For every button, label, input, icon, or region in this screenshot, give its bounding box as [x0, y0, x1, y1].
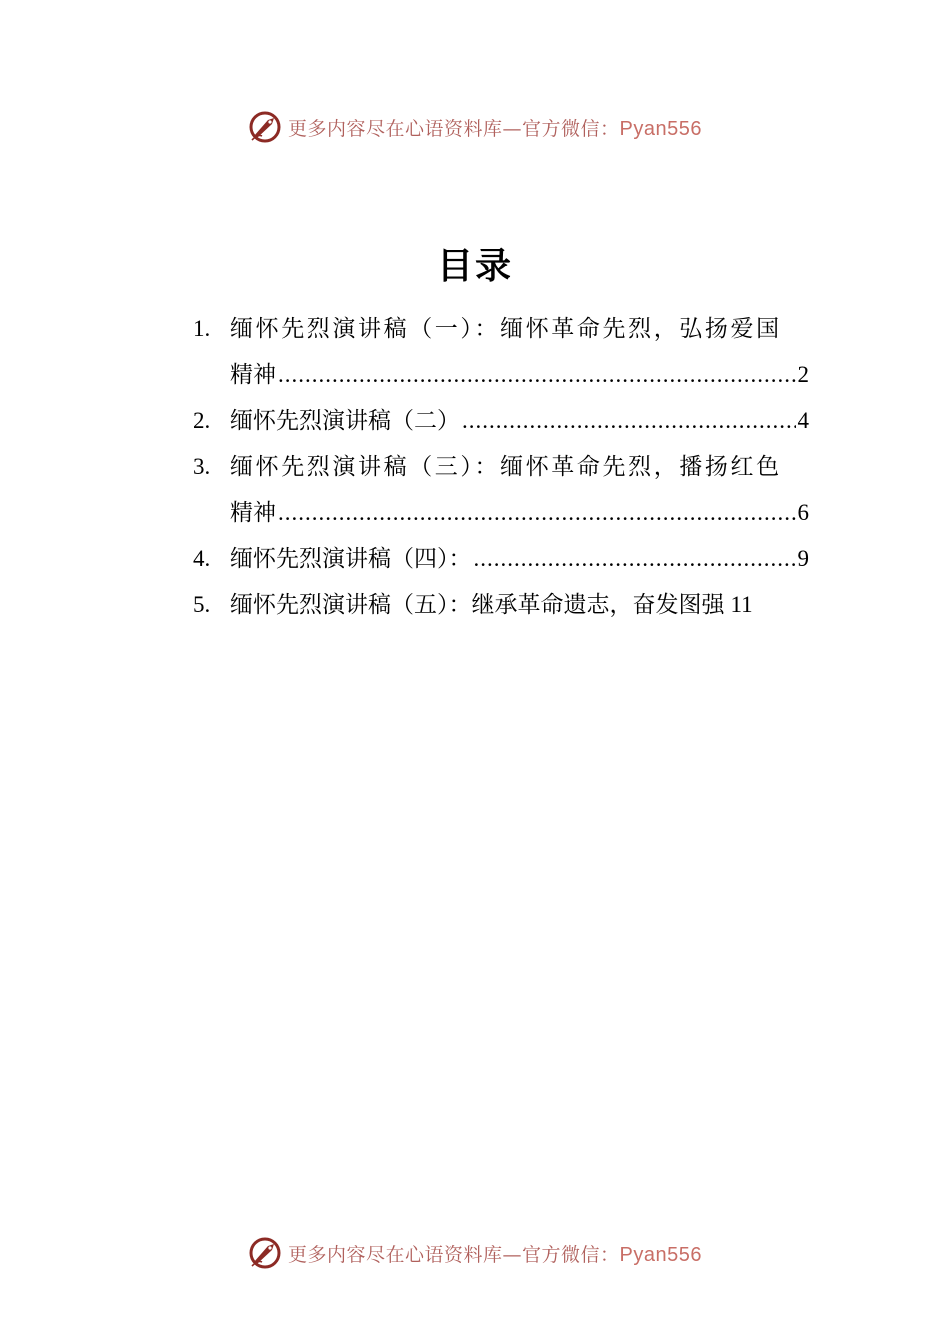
toc-entry-page-number: 2 [797, 362, 809, 387]
toc-entry-2[interactable] [193, 398, 809, 444]
toc-entry-title: 缅怀先烈演讲稿（三）：缅怀革命先烈，播扬红色 [230, 454, 782, 480]
toc-entry-title-continued: 精神 [230, 500, 276, 526]
toc-entry-title-continued: 精神 [230, 362, 276, 388]
toc-entry-number: 1. [193, 316, 211, 341]
pen-nib-logo-icon [248, 1236, 282, 1270]
toc-entry-5[interactable] [193, 582, 809, 628]
toc-entry-4[interactable] [193, 536, 809, 582]
header-banner-label: 更多内容尽在心语资料库—官方微信： [288, 117, 620, 140]
toc-entry-title: 缅怀先烈演讲稿（二） [230, 408, 460, 434]
toc-entry-page-number: 9 [797, 546, 809, 571]
toc-entry-title: 缅怀先烈演讲稿（五）：继承革命遗志，奋发图强 [230, 592, 725, 618]
footer-banner [0, 1233, 950, 1273]
table-of-contents [193, 306, 809, 628]
toc-entry-number: 2. [193, 408, 211, 433]
footer-banner-label: 更多内容尽在心语资料库—官方微信： [288, 1243, 620, 1266]
dot-leader [462, 398, 796, 444]
toc-entry-page-number: 6 [797, 500, 809, 525]
toc-entry-number: 5. [193, 592, 211, 617]
toc-entry-title: 缅怀先烈演讲稿（四）： [230, 546, 472, 572]
pen-nib-logo-icon [248, 110, 282, 144]
toc-entry-1[interactable] [193, 306, 809, 398]
toc-entry-title: 缅怀先烈演讲稿（一）：缅怀革命先烈，弘扬爱国 [230, 316, 782, 342]
toc-entry-page-number: 11 [730, 592, 753, 617]
footer-banner-wechat-id: Pyan556 [619, 1243, 702, 1266]
header-banner-text [288, 114, 702, 141]
page-title: 目录 [436, 245, 513, 287]
toc-entry-3[interactable] [193, 444, 809, 536]
toc-entry-number: 4. [193, 546, 211, 571]
footer-banner-text [288, 1240, 702, 1267]
header-banner-wechat-id: Pyan556 [619, 117, 702, 140]
dot-leader [278, 352, 796, 398]
dot-leader [278, 490, 796, 536]
toc-entry-number: 3. [193, 454, 211, 479]
header-banner [0, 107, 950, 147]
dot-leader [474, 536, 796, 582]
toc-entry-page-number: 4 [797, 408, 809, 433]
